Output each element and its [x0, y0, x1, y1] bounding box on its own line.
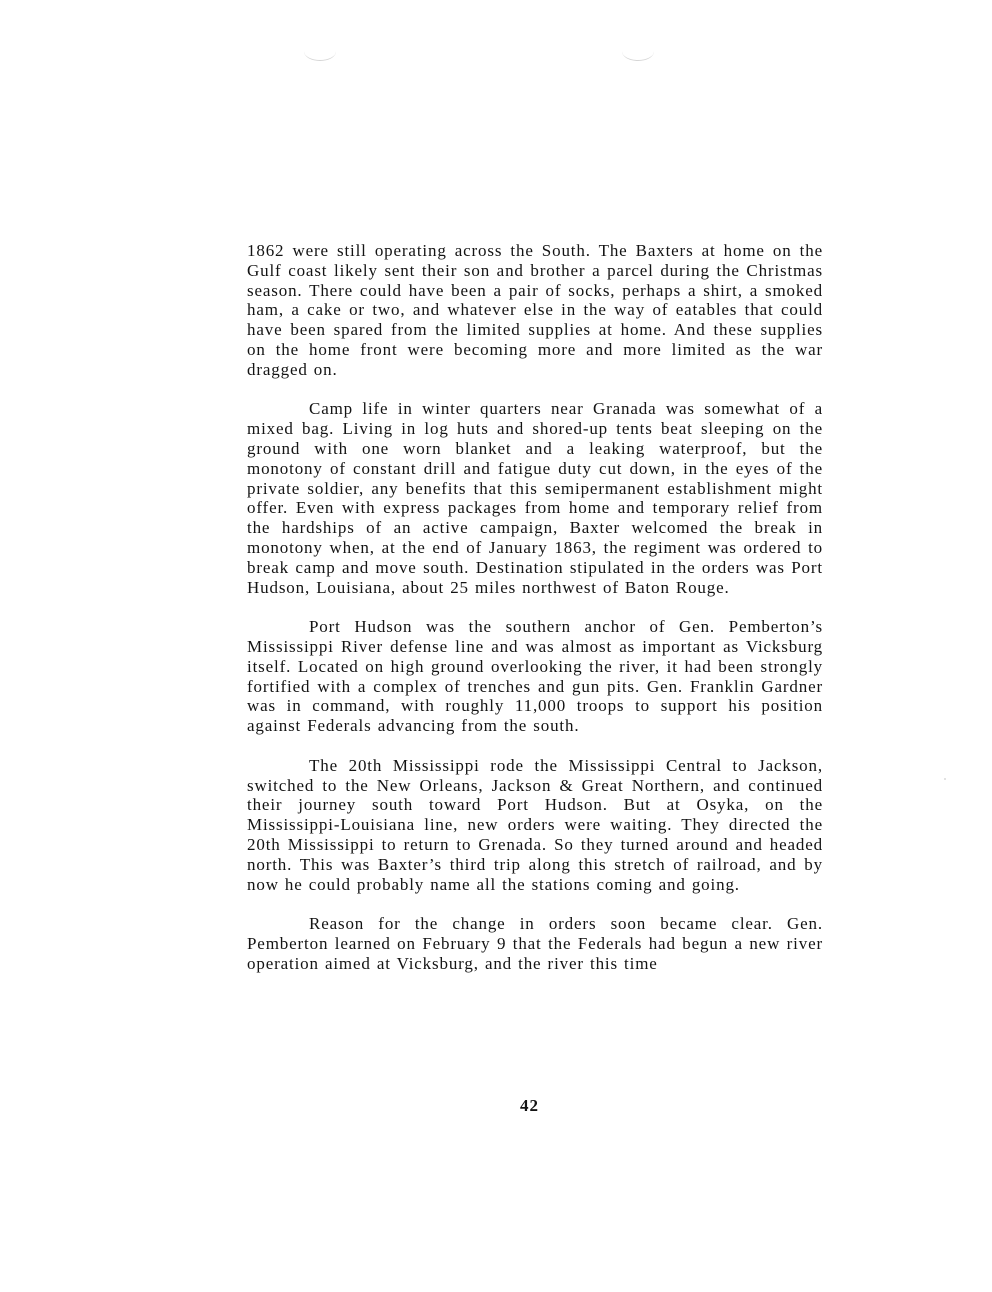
paragraph-1	[247, 241, 823, 380]
paragraph-4	[247, 756, 823, 895]
scan-speck	[944, 778, 946, 780]
punch-hole-mark-right	[622, 42, 654, 61]
punch-hole-mark-left	[304, 42, 336, 61]
paragraph-3	[247, 617, 823, 736]
paragraph-5-text: Reason for the change in orders soon became clear. Gen. Pemberton learned on February 9 that the Federals had begun a new river operation aimed at Vicksburg, and the river this time	[247, 914, 823, 973]
paragraph-4-text: The 20th Mississippi rode the Mississippi Central to Jackson, switched to the New Orleans, Jackson & Great Northern, and continued their journey south toward Port Hudson. But at Osyka, on the Mississippi-Louisiana line, new orders were waiting. They directed the 20th Mississippi to return to Grenada. So they turned around and headed north. This was Baxter’s third trip along this stretch of railroad, and by now he could probably name all the stations coming and going.	[247, 755, 823, 894]
body-text	[247, 241, 823, 993]
paragraph-1-text: 1862 were still operating across the South. The Baxters at home on the Gulf coast likely sent their son and brother a parcel during the Christmas season. There could have been a pair of socks, perhaps a shirt, a smoked ham, a cake or two, and whatever else in the way of eatables that could have been spared from the limited supplies at home. And these supplies on the home front were becoming more and more limited as the war dragged on.	[247, 241, 823, 379]
paragraph-3-text: Port Hudson was the southern anchor of Gen. Pemberton’s Mississippi River defense line and was almost as important as Vicksburg itself. Located on high ground overlooking the river, it had been strongly fortified with a complex of trenches and gun pits. Gen. Franklin Gardner was in command, with roughly 11,000 troops to support his position against Federals advancing from the south.	[247, 617, 823, 736]
paragraph-2-text: Camp life in winter quarters near Granada was somewhat of a mixed bag. Living in log huts and shored-up tents beat sleeping on the ground with one worn blanket and a leaking waterproof, but the monotony of constant drill and fatigue duty cut down, in the eyes of the private soldier, any benefits that this semipermanent establishment might offer. Even with express packages from home and temporary relief from the hardships of an active campaign, Baxter welcomed the break in monotony when, at the end of January 1863, the regiment was ordered to break camp and move south. Destination stipulated in the orders was Port Hudson, Louisiana, about 25 miles northwest of Baton Rouge.	[247, 399, 823, 597]
paragraph-2	[247, 399, 823, 597]
paragraph-5	[247, 914, 823, 973]
page-number: 42	[520, 1096, 539, 1115]
